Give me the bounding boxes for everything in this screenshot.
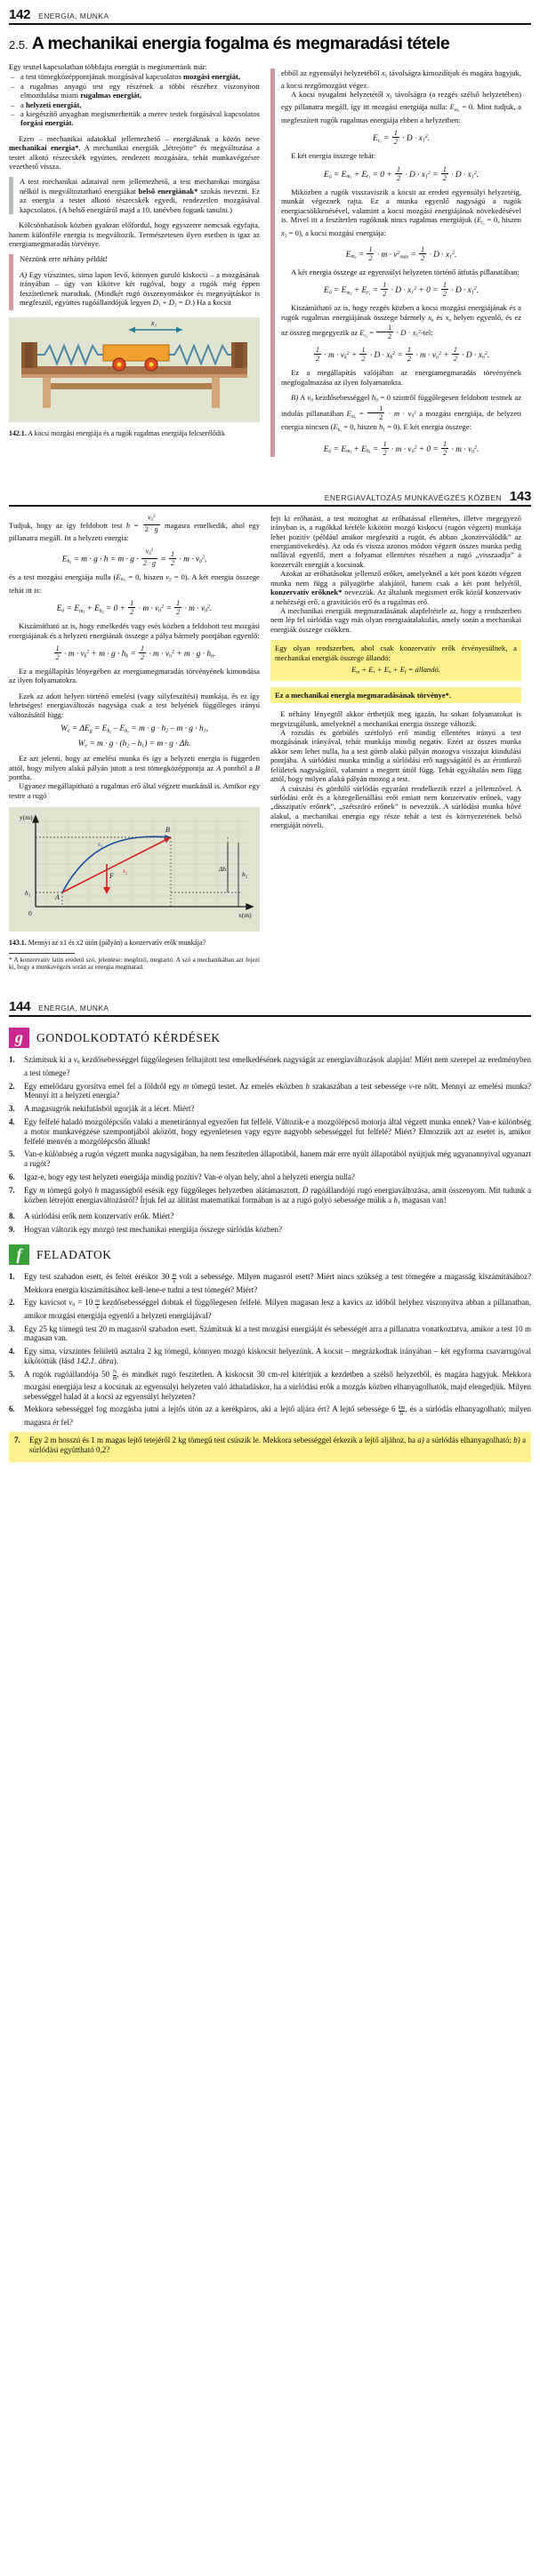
tasks-heading: FELADATOK: [36, 1247, 112, 1261]
list-item: Egy sima, vízszintes felületű asztalra 2 kg tömegű, könnyen mozgó kiskocsit helyezünk. A kocsit – megrázkodtak irányában – két egyforma csavarrugóval kikötöttük (lásd 142.1. ábra).: [24, 1347, 531, 1365]
cart-springs-illustration: [9, 317, 260, 422]
examples-callout: [9, 254, 260, 310]
questions-heading: GONDOLKODTATÓ KÉRDÉSEK: [36, 1030, 221, 1044]
left-column-143: [9, 514, 260, 972]
footnote-rule: [9, 953, 75, 954]
conservation-law-highlight-2: [270, 687, 521, 703]
list-item: Egy m tömegű golyó h magasságból esésik egy függőleges helyzetben alátámasztott, D rugóállandójú rugó energiaváltozása, amit összenyom. Mit tudunk a közben létrejött energiaváltozásról? Írjuk fel az állítást matematikai formában is az a rugó golyó sebessége múlik a $h_1$ magasan van!: [24, 1185, 532, 1206]
figure-142-1-caption: [9, 429, 260, 437]
head-rule: [9, 23, 531, 25]
list-item: Igaz-e, hogy egy test helyzeti energiája mindig pozitív? Van-e olyan hely, ahol a helyzeti energia nulla?: [24, 1172, 356, 1181]
example-a-text: A) Egy vízszintes, sima lapon levő, könnyen guruló kiskocsi – a mozgásának irányában – úgy van kikötve két rugóval, hogy a rugók még éppen feszítetlenek maradtak. (Mindkét rugó összenyomáskor és megnyújtáskor is megfeszül, együttes rugóállandójuk legyen $D_1 + D_2 = D$.) Ha a kocsit: [20, 269, 260, 308]
tasks-badge-icon: f: [9, 1244, 29, 1265]
head-rule-143: [9, 505, 531, 507]
p5-left-143: Ezek az adott helyen történő emelési (vagy súlyfeszítési) munkája, és ez így lehetséges! energiaváltozás nagysága csak a test helyének függőleges irányú változásától függ:: [9, 691, 260, 719]
p5-right-143: A csúszási és gördülő súrlódás egyaránt rendelkezik ezzel a jellemzővel. A súrlódási erőt és a közegellenállási erőt emiatt nem konzervatív erőnek, vagy „disszipatív erőnek”, „szétszóró erőnek” is nevezzük. A súrlódási munka hővé alakul, a mechanikai energia egy része tehát a test és környezetének belső energiáját növeli.: [270, 783, 521, 830]
list-item: Egy emelődaru gyorsítva emel fel a földről egy m tömegű testet. Az emelés eközben h szakaszában a test sebessége v-re nőtt. Mennyi az emelési munka? Mennyi itt a helyzeti energia?: [24, 1081, 531, 1100]
p3-left-143: Kiszámítható az is, hogy emelkedés vagy esés közben a feldobott test mozgási energiájának és a helyzeti energiának összege a pálya bármely pontjában egyenlő:: [9, 621, 260, 640]
label-A: A: [55, 893, 60, 902]
questions-section-header: [9, 1028, 531, 1048]
list-item: A súrlódási erők nem konzervatív erők. Miért?: [24, 1211, 174, 1220]
conservation-law-title: Ez a mechanikai energia megmaradásának törvénye*.: [275, 690, 452, 700]
list-item: Egy 25 kg tömegű test 20 m magasról szabadon esett. Számítsuk ki a test mozgási energiáját és sebességét arra a pillanatra vonatkoztatva, amikor a test 10 m magasan van.: [24, 1324, 531, 1343]
two-column-body-143: [9, 514, 531, 972]
figure-label-143: 143.1.: [9, 939, 27, 948]
folio-number: 142: [9, 7, 31, 22]
p4-right-142: Miközben a rugók visszaviszik a kocsit az eredeti egyensúlyi helyzetéig, munkát végeznek rajta. Ez a munka egyenlő nagyságú a rugók energiacsökkenésével, valamint a kocsi mozgási energiájának növekedésével is. Mivel itt a feszítetlen rugóknak nincs rugalmas energiájuk ($E_{r_2} = 0$, hiszen $x_2 = 0$), a kocsi mozgási energiája:: [281, 187, 521, 239]
figure-caption-text: A kocsi mozgási energiája és a rugók rugalmas energiája felcserélődik: [28, 428, 225, 437]
p2-right-142: A kocsi nyugalmi helyzetétől $x_1$ távolságra (a rezgés szélső helyzetében) egy pillanatra megáll, így itt mozgási energiája nulla: $E_{m_1} = 0$. Mint tudjuk, a megfeszített rugók rugalmas energiája ebben a helyzetben:: [281, 90, 521, 124]
conservation-law-formula: $E_m + E_r + E_h + E_f$ = állandó.: [351, 664, 440, 676]
p3-right-143: A mechanikai energiák megmaradásának alapfeltétele az, hogy a rendszerben nem lép fel súrlódás vagy más olyan energiaátalakulás, amely során a mechanikai energiák összege csökken.: [270, 605, 521, 634]
list-item: Van-e különbség a rugón végzett munka nagyságában, ha nem feszítetlen állapotából, hanem már erre nyúlt állapotából nyújtjuk még ugyanannyival ugyanazt a rugót?: [24, 1149, 531, 1169]
p6-left-143: Ez azt jelenti, hogy az emelési munka és így a helyzeti energia is független attól, hogy milyen alakú pályán jutott a test tömegközéppontja az A pontból a B pontba.: [9, 754, 260, 782]
equation-er1: $E_{r_1}$ = $\frac{1}{2}$ · $D \cdot x_1^2$.: [373, 129, 430, 147]
p8-right-142: B) A $v_0$ kezdősebességgel $h_0 = 0$ szintről függőlegesen feldobott testnek az indulás pillanatában $E_{m_1}$ = $\frac{1}{2}$ · $m \cdot v_0^2$ a mozgási energiája, de helyzeti energia nincsen ($E_{h_1} = 0$, hiszen $h_1 = 0$). E két energia összege:: [281, 393, 522, 433]
page-142: [0, 0, 540, 462]
list-item: Egy kavicsot $v_0 = 10$ $\frac{m}{s}$ kezdősebességgel dobtak el függőlegesen felfelé. Milyen magasan lesz a kavics az időből helyhez viszonyítva abban a pillanatban, amikor mozgási energiája egyenlő a helyzeti energiájával?: [24, 1298, 532, 1320]
list-item: – a kiegészítő anyagban megismerhettük a merev testek forgásával kapcsolatos forgási energiát.: [9, 109, 260, 128]
running-head-143: [9, 482, 531, 504]
figure-143-1: [9, 807, 260, 947]
examples-intro: Nézzünk erre néhány példát!: [20, 254, 109, 264]
list-item: Egy 2 m hosszú és 1 m magas lejtő tetejéről 2 kg tömegű test csúszik le. Mekkora sebességgel érkezik a lejtő aljához, ha a) a súrlódás elhanyagolható; b) a súrlódási együttható 0,2?: [29, 1436, 526, 1455]
y-axis-label: y(m): [20, 813, 33, 822]
internal-energy-text: A test mechanikai adataival nem jellemezhető, a test mechanikai mozgása nélkül is megváltoztatható energiákat belső energiának* szokás nevezni. Ez az energia a testet alkotó részecskék egyedi, rendezetlen mozgásával kapcsolatos. (A belső energiáról majd a 10. tanévben fogunk tanulni.): [20, 177, 260, 214]
questions-list: [9, 1055, 531, 1234]
equation-energy-conservation-spring: $\frac{1}{2}$ · $m \cdot v_k^2$ + $\frac{1}{2}$ · $D \cdot x_k^2$ = $\frac{1}{2}$ · $m \cdot v_n^2$ + $\frac{1}{2}$ · $D \cdot x_n^2$.: [315, 346, 490, 364]
origin-label: 0: [28, 909, 32, 918]
p2-left-143: és a test mozgási energiája nulla ($E_{m_2} = 0$, hiszen $v_2 = 0$). A két energia összege tehát itt is:: [9, 572, 260, 595]
p1-right-142: ebből az egyensúlyi helyzetéből $x_1$ távolságra kimozdítjuk és magára hagyjuk, a kocsi rezgőmozgást végez.: [281, 68, 521, 90]
chapter-title-143: ENERGIAVÁLTOZÁS MUNKAVÉGZÉS KÖZBEN: [324, 492, 502, 502]
figure-142-1: [9, 317, 260, 437]
equation-we-2: $W_e = m \cdot g \cdot (h_2 - h_1) = m \cdot g \cdot \Delta h$.: [77, 739, 191, 749]
two-column-body-142: [9, 62, 531, 462]
questions-badge-icon: g: [9, 1028, 29, 1048]
chapter-title-144: ENERGIA, MUNKA: [38, 1004, 109, 1013]
page-144: [0, 992, 540, 1475]
highlighted-task-list: [14, 1436, 526, 1455]
label-s1: s₁: [98, 840, 103, 849]
running-head-144: [9, 992, 531, 1014]
list-item: Egy felfelé haladó mozgólépcsőn valaki a menetiránnyal egyezően fut felfelé. Változik-e a mozgólépcső motorja által végzett munka ennek? Van-e különbség a motor munkavégzése szempontjából aközött, hogy egyenletesen vagy egyre nagyobb sebességgel fut felfelé? Miért? Elmozzük azt az esetet is, amikor felfelé menvén a mozgólépcsőn állunk!: [24, 1116, 531, 1146]
running-head-142: [9, 0, 531, 22]
section-heading: A mechanikai energia fogalma és megmaradási tétele: [31, 34, 450, 53]
interaction-paragraph: Kölcsönhatások közben gyakran előfordul, hogy egyszerre nemcsak egyfajta, hanem különféle energia is megváltozik. Természetesen ilyen esetben is igaz az energiamegmaradás törvénye.: [9, 220, 260, 248]
p4-right-143: A rozsdás és görbülés szétfolyó erő mindig ellentétes irányú a test mozgásának irányával, tehát munkája mindig negatív. Ezért az összes munka akkor sem lehet nulla, ha a test gömb alakú pályán mozogva visszajut kiindulási pontjába. A súrlódási munka mindig a súrlódási erő nagyságától és az érintkező felületek nagyságától, valamint a megtett úttól függ. Tehát egyáltalán nem függ attól, hogy milyen alakú pályán mozog a test.: [270, 728, 521, 784]
p3-right-142: E két energia összege tehát:: [291, 151, 376, 161]
left-column-142: [9, 62, 260, 437]
page-143: [0, 482, 540, 972]
label-h2: h₂: [242, 870, 248, 879]
folio-number-144: 144: [9, 999, 31, 1015]
highlighted-task-7: [9, 1432, 531, 1462]
conservation-law-text: Egy olyan rendszerben, ahol csak konzervatív erők érvényesülnek, a mechanikai energiák összege állandó:: [275, 644, 517, 662]
p6-right-142: Kiszámítható az is, hogy rezgés közben a kocsi mozgási energiájának és a rugók rugalmas energiájának összege bármely $x_k$ és $x_n$ helyen egyenlő, és ez az összeg megegyezik az $E_{r_1}$ = $\frac{1}{2}$ · $D \cdot x_1^2$-tel:: [281, 303, 521, 341]
label-delta-h: Δh: [219, 865, 227, 874]
mechanical-energy-paragraph: Ezen – mechanikai adatokkal jellemezhető – energiáknak a közös neve mechanikai energia*. A mechanikai energiák „létrejötte” és megváltozása a testet alkotó részecskék együttes, rendezett mozgására, tehát munkavégzésre vezethető vissza.: [9, 133, 260, 172]
x1-label: x₁: [150, 318, 157, 327]
label-F: F: [109, 872, 114, 881]
list-item: – a rugalmas anyagú test egy részének a többi részéhez viszonyított elmozdulása miatti rugalmas energiát,: [9, 82, 260, 100]
label-h1: h₁: [25, 889, 31, 898]
equation-eo-1: $E_ö = E_{m_1} + E_{r_1} = 0$ + $\frac{1}{2}$ · $D \cdot x_1^2$ = $\frac{1}{2}$ · $D \cdot x_1^2$.: [324, 164, 479, 182]
list-item: Számítsuk ki a $v_0$ kezdősebességgel függőlegesen felhajított test emelkedésének nagyságát az energiaváltozások alapján! Miért nem szerepel az eredményben a test tömege?: [24, 1055, 531, 1077]
section-number: 2.5.: [9, 38, 28, 52]
right-column-143: [270, 514, 521, 830]
equation-we-1: $W_e = \Delta E_g = E_{h_2} - E_{h_1} = m \cdot g \cdot h_2 - m \cdot g \cdot h_1$,: [60, 724, 208, 734]
conservation-law-highlight-1: [270, 640, 521, 681]
list-item: – a test tömegközéppontjának mozgásával kapcsolatos mozgási energiát,: [9, 72, 260, 81]
intro-paragraph: Egy testtel kapcsolatban többfajta energiát is megismertünk már:: [9, 62, 207, 71]
example-a-continued-callout: [270, 68, 521, 457]
p5-right-142: A két energia összege az egyensúlyi helyzeten történő átfutás pillanatában:: [291, 267, 520, 276]
equation-eo-3: $E_ö = E_{m_1} + E_{h_1}$ = $\frac{1}{2}$ · $m \cdot v_0^2 + 0$ = $\frac{1}{2}$ · $m \cdot v_0^2$.: [323, 439, 480, 457]
equation-em2: $E_{m_2}$ = $\frac{1}{2}$ · $m \cdot v^2_{max}$ = $\frac{1}{2}$ · $D \cdot x_1^2$.: [345, 244, 457, 262]
figure-caption-text-143: Mennyi az x1 és x2 útón (pályán) a konzervatív erők munkája?: [28, 939, 206, 948]
head-rule-144: [9, 1015, 531, 1017]
equation-eo-143-1: $E_ö = E_{m_2} + E_{h_2} = 0$ + $\frac{1}{2}$ · $m \cdot v_0^2$ = $\frac{1}{2}$ · $m \cdot v_0^2$.: [56, 599, 213, 617]
label-B: B: [165, 826, 170, 835]
label-s2: s₂: [123, 867, 128, 876]
p7-left-143: Ugyanez megállapítható a rugalmas erő által végzett munkánál is. Amikor egy testre a rugó: [9, 781, 260, 800]
list-item: Hogyan változik egy mozgó test mechanikai energiája összege súrlódás közben?: [24, 1224, 282, 1234]
tasks-list: [9, 1272, 531, 1427]
list-item: – a helyzeti energiát,: [9, 100, 260, 109]
p2-right-143: Azokat az erőhatásokat jellemző erőket, amelyeknél a két pont között végzett munka nem függ a pályagörbe alakjától, hanem csak a két pont helyétől, konzervatív erőknek* nevezzük. Az általunk megismert erők közül konzervatív a nehézségi erő, a gravitációs erő és a rugalmas erő.: [270, 569, 521, 606]
chapter-title: ENERGIA, MUNKA: [38, 12, 109, 20]
conservative-force-path-graph: [9, 807, 260, 932]
energy-types-list: [9, 72, 260, 127]
list-item: A magasugrók nekifutásból ugorják át a lécet. Miért?: [24, 1104, 195, 1114]
list-item: Mekkora sebességgel fog mozgásba jutni a lejtős útón az a kerékpáros, aki a lejtő aljára ért? A lejtő sebessége 6 $\frac{km}{h}$ , és a súrlódás elhanyagolható; milyen magasra ér fel?: [24, 1404, 531, 1427]
equation-eh2: $E_{h_2} = m \cdot g \cdot h = m \cdot g$ · $\frac{v_0^2}{2 \cdot g}$ = $\frac{1}{2}$ · $m \cdot v_0^2$,: [61, 547, 207, 567]
section-title-block: [9, 34, 531, 54]
tasks-section-header: [9, 1244, 531, 1265]
equation-eo-2: $E_ö = E_{m_2} + E_{r_2}$ = $\frac{1}{2}$ · $D \cdot x_1^2 + 0$ = $\frac{1}{2}$ · $D \cdot x_1^2$.: [324, 281, 479, 299]
hilite2-body: E néhány lényegtől akkor érthetjük meg igazán, ha sokan folyamatokat is megvizsgálunk, amelyeknél a mechanikai energia összege változik.: [270, 709, 521, 728]
folio-number-143: 143: [509, 488, 531, 504]
figure-143-1-caption: [9, 939, 260, 947]
right-column-142: [270, 62, 521, 462]
p7-right-142: Ez a megállapítás valójában az energiamegmaradás törvényének megfogalmazása az ilyen folyamatokra.: [281, 368, 521, 387]
p1-right-143: fejt ki erőhatást, a test mozoghat az erőhatással ellentétes, illetve megegyező irányban is, a rugókkal kétféle kikötött mozgó kiskocsi (rugón végzett) munkája lehet pozitív (például amikor megfeszíti a rugót, és abban „konzerválódik” az energianövekedés). Az oda és vissza azonos módon végzett összes munka pedig nullával egyenlő, mert a folyamat ellentétes részében a rugó „visszaadja” a konzervált energiát a kocsinak.: [270, 513, 521, 569]
p4-left-143: Ez a megállapítás lényegében az energiamegmaradás törvényének kimondása az ilyen folyamatokra.: [9, 666, 260, 685]
list-item: A rugók rugóállandója 50 $\frac{N}{m}$ , és mindkét rugó feszítetlen. A kiskocsit 30 cm-rel kitérítjük a kezdetben a szélső helyzetből, és magára hagyjuk. Mekkora mozgási energiája lesz a kocsinak az egyensúlyi helyzeten való áthaladáskor, ha a súrlódási erők a mozgás közben elhanyagolhatók, majd elengedjük. Milyen sebességgel halad át a kocsi az egyensúlyi helyzeten?: [24, 1369, 532, 1401]
list-item: Egy test szabadon esett, és feltét éréskor 30 $\frac{m}{s}$ volt a sebessége. Milyen magasról esett? Miért nincs szükség a test tömegére a magasság kiszámításához? Mekkora energia kiszámításához kell-lene-e tudni a test tömegét? Miért?: [24, 1272, 531, 1294]
figure-label: 142.1.: [9, 428, 27, 437]
equation-energy-conservation-gravity: $\frac{1}{2}$ · $m \cdot v_k^2 + m \cdot g \cdot h_k$ = $\frac{1}{2}$ · $m \cdot v_n^2 + m \cdot g \cdot h_n$.: [55, 644, 216, 661]
internal-energy-callout: [9, 177, 260, 214]
cart-body: [103, 345, 169, 361]
p1-left-143: Tudjuk, hogy az így feldobott test h = $\frac{v_0^2}{2 \cdot g}$ magasra emelkedik, ahol egy pillanatra megáll. Itt a helyzeti energia:: [9, 513, 260, 542]
x-axis-label: x(m): [238, 911, 252, 920]
footnote-143: * A konzervatív latin eredetű szó, jelentése: megőrző, megtartó. A szó a mechanikában azt fejezi ki, hogy a munkavégzés során az energia megmarad.: [9, 956, 260, 971]
